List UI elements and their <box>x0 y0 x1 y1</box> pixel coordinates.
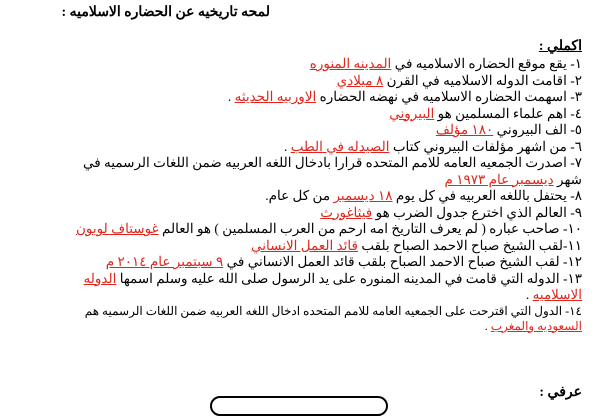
question-number: ٧ <box>574 155 582 170</box>
definition-term-box <box>210 396 388 416</box>
question-line <box>12 188 582 205</box>
answer-text: فيثاغورث <box>320 204 373 220</box>
answer-text: ٨ ميلادي <box>336 72 384 88</box>
question-text: - لقب الشيخ صباح الاحمد الصباح بلقب قائد العمل الانساني في <box>223 254 568 269</box>
answer-text: المدينه المنوره <box>309 56 392 71</box>
question-number: ١١ <box>567 237 582 253</box>
question-text: - من اشهر مؤلفات البيروني كتاب <box>389 138 575 154</box>
question-number: ٤ <box>574 105 582 121</box>
section-heading-complete: اكملي : <box>538 39 582 54</box>
answer-text: البيروني <box>389 105 435 121</box>
question-number: ١٠ <box>567 221 582 236</box>
question-text: شهر <box>553 171 582 187</box>
question-text: - الدول التي اقترحت على الجمعيه العامه للامم المتحده ادخال اللغه العربيه ضمن اللغات الرسميه هم <box>84 303 570 318</box>
question-number: ٨ <box>574 188 582 203</box>
question-line <box>12 205 582 222</box>
question-line <box>12 238 582 255</box>
question-line <box>12 56 582 73</box>
question-text: - الف البيروني <box>493 122 575 137</box>
question-line <box>12 271 582 288</box>
question-text-end: . <box>484 318 491 333</box>
question-text: - الدوله التي قامت في المدينه المنوره على يد الرسول صلى الله عليه وسلم اسمها <box>116 270 568 286</box>
question-number: ٢ <box>574 72 582 88</box>
question-text: - يقع موقع الحضاره الاسلاميه في <box>391 56 575 71</box>
question-text: - اسهمت الحضاره الاسلاميه في نهضه الحضاره <box>316 89 575 104</box>
question-line <box>12 221 582 238</box>
answer-text: الاسلاميه <box>532 287 582 302</box>
page-title: لمحه تاريخيه عن الحضاره الاسلاميه : <box>61 5 270 20</box>
question-line <box>12 106 582 123</box>
answer-text: الدوله <box>83 270 117 286</box>
answer-text: غوستاف لوبون <box>75 221 159 236</box>
answer-text: قائد العمل الانساني <box>251 237 358 253</box>
question-number: ١ <box>574 56 582 71</box>
question-line <box>12 73 582 90</box>
question-line <box>12 89 582 106</box>
question-text-end: . <box>525 287 533 302</box>
question-line <box>12 287 582 304</box>
answer-text: ١٨٠ مؤلف <box>435 122 494 137</box>
question-line <box>12 172 582 189</box>
question-number: ١٢ <box>567 254 582 269</box>
question-text-end: . <box>283 138 291 154</box>
question-number: ٥ <box>574 122 582 137</box>
question-line <box>12 319 582 334</box>
question-line <box>12 254 582 271</box>
question-number: ٣ <box>574 89 582 104</box>
question-text: - صاحب عباره ( لم يعرف التاريخ امه ارحم من العرب المسلمين ) هو العالم <box>158 221 568 236</box>
question-list <box>12 56 582 334</box>
question-number: ١٤ <box>569 303 582 318</box>
question-text: - العالم الذي اخترع جدول الضرب هو <box>372 204 575 220</box>
question-number: ١٣ <box>567 270 582 286</box>
question-line <box>12 155 582 172</box>
question-text-end: من كل عام. <box>265 188 334 203</box>
answer-text: ديسمبر عام ١٩٧٣ م <box>444 171 554 187</box>
answer-text: السعوديه والمغرب <box>490 318 582 333</box>
answer-text: الاوربيه الحديثه <box>234 89 317 104</box>
question-line <box>12 122 582 139</box>
question-text: - يحتفل باللغه العربيه في كل يوم <box>392 188 575 203</box>
question-text: - اصدرت الجمعيه العامه للامم المتحده قرارا بادخال اللغه العربيه ضمن اللغات الرسميه في <box>82 155 575 170</box>
answer-text: ١٨ ديسمبر <box>333 188 393 203</box>
question-text: -لقب الشيخ صباح الاحمد الصباح بلقب <box>358 237 568 253</box>
answer-text: الصيدله في الطب <box>290 138 390 154</box>
question-text: - اهم علماء المسلمين هو <box>434 105 575 121</box>
answer-text: ٩ سبتمبر عام ٢٠١٤ م <box>105 254 224 269</box>
question-text: - اقامت الدوله الاسلاميه في القرن <box>383 72 575 88</box>
question-text-end: . <box>227 89 235 104</box>
question-line <box>12 304 582 319</box>
question-line <box>12 139 582 156</box>
question-number: ٩ <box>574 204 582 220</box>
section-heading-define: عرفي : <box>539 385 582 400</box>
question-number: ٦ <box>574 138 582 154</box>
